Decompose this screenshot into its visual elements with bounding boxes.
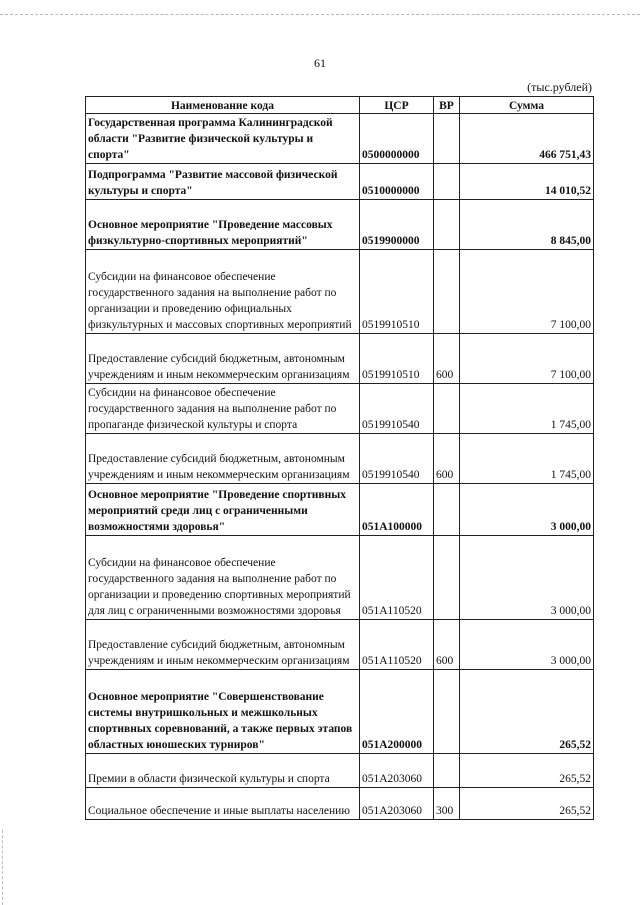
- row-sum-cell: 8 845,00: [460, 200, 594, 250]
- row-name-cell: Социальное обеспечение и иные выплаты населению: [86, 788, 360, 820]
- row-csr-cell: 051A110520: [360, 620, 434, 670]
- header-name: Наименование кода: [86, 97, 360, 114]
- table-header-row: [86, 97, 594, 114]
- row-vr-cell: [434, 536, 460, 620]
- row-vr-cell: [434, 484, 460, 536]
- table-row: [86, 536, 594, 620]
- row-sum-cell: 1 745,00: [460, 434, 594, 484]
- table-row: [86, 484, 594, 536]
- table-row: [86, 434, 594, 484]
- row-vr-cell: 600: [434, 620, 460, 670]
- row-name-cell: Предоставление субсидий бюджетным, автономным учреждениям и иным некоммерческим организациям: [86, 434, 360, 484]
- table-row: [86, 620, 594, 670]
- table-row: [86, 250, 594, 334]
- row-sum-cell: 265,52: [460, 670, 594, 754]
- row-csr-cell: 0519900000: [360, 200, 434, 250]
- row-name-cell: Предоставление субсидий бюджетным, автономным учреждениям и иным некоммерческим организациям: [86, 620, 360, 670]
- header-csr: ЦСР: [360, 97, 434, 114]
- table-row: [86, 164, 594, 200]
- table-row: [86, 200, 594, 250]
- table-row: [86, 754, 594, 788]
- table-row: [86, 384, 594, 434]
- row-csr-cell: 051A203060: [360, 788, 434, 820]
- row-vr-cell: [434, 114, 460, 164]
- row-name-cell: Подпрограмма "Развитие массовой физической культуры и спорта": [86, 164, 360, 200]
- row-csr-cell: 051A110520: [360, 536, 434, 620]
- scan-edge-left: [2, 830, 5, 905]
- units-note: (тыс.рублей): [527, 80, 592, 94]
- budget-table: [85, 96, 594, 820]
- row-csr-cell: 051A100000: [360, 484, 434, 536]
- row-vr-cell: [434, 754, 460, 788]
- table-row: [86, 670, 594, 754]
- row-sum-cell: 3 000,00: [460, 620, 594, 670]
- header-vr: ВР: [434, 97, 460, 114]
- row-sum-cell: 1 745,00: [460, 384, 594, 434]
- table-body: [86, 114, 594, 820]
- row-sum-cell: 3 000,00: [460, 536, 594, 620]
- row-vr-cell: [434, 670, 460, 754]
- row-name-cell: Субсидии на финансовое обеспечение государственного задания на выполнение работ по организации и проведению официальных физкультурных и массовых спортивных мероприятий: [86, 250, 360, 334]
- row-csr-cell: 0500000000: [360, 114, 434, 164]
- row-csr-cell: 0519910510: [360, 334, 434, 384]
- row-vr-cell: 600: [434, 334, 460, 384]
- row-csr-cell: 051A203060: [360, 754, 434, 788]
- row-sum-cell: 3 000,00: [460, 484, 594, 536]
- row-name-cell: Премии в области физической культуры и спорта: [86, 754, 360, 788]
- table-row: [86, 788, 594, 820]
- row-sum-cell: 466 751,43: [460, 114, 594, 164]
- row-csr-cell: 0510000000: [360, 164, 434, 200]
- row-csr-cell: 0519910540: [360, 384, 434, 434]
- row-vr-cell: [434, 164, 460, 200]
- row-csr-cell: 0519910540: [360, 434, 434, 484]
- row-name-cell: Государственная программа Калининградской области "Развитие физической культуры и спорта": [86, 114, 360, 164]
- row-sum-cell: 7 100,00: [460, 250, 594, 334]
- row-csr-cell: 0519910510: [360, 250, 434, 334]
- table-row: [86, 334, 594, 384]
- row-sum-cell: 265,52: [460, 788, 594, 820]
- scan-edge-top: [0, 14, 640, 18]
- row-sum-cell: 7 100,00: [460, 334, 594, 384]
- row-name-cell: Основное мероприятие "Проведение массовых физкультурно-спортивных мероприятий": [86, 200, 360, 250]
- row-name-cell: Субсидии на финансовое обеспечение государственного задания на выполнение работ по организации и проведению спортивных мероприятий для лиц с ограниченными возможностями здоровья: [86, 536, 360, 620]
- row-vr-cell: [434, 200, 460, 250]
- row-name-cell: Субсидии на финансовое обеспечение государственного задания на выполнение работ по пропаганде физической культуры и спорта: [86, 384, 360, 434]
- row-vr-cell: 300: [434, 788, 460, 820]
- row-sum-cell: 265,52: [460, 754, 594, 788]
- row-name-cell: Основное мероприятие "Совершенствование системы внутришкольных и межшкольных спортивных соревнований, а также первых этапов областных юношеских турниров": [86, 670, 360, 754]
- row-name-cell: Предоставление субсидий бюджетным, автономным учреждениям и иным некоммерческим организациям: [86, 334, 360, 384]
- row-vr-cell: [434, 384, 460, 434]
- row-csr-cell: 051A200000: [360, 670, 434, 754]
- row-vr-cell: 600: [434, 434, 460, 484]
- table-row: [86, 114, 594, 164]
- page-number: 61: [314, 56, 326, 70]
- row-name-cell: Основное мероприятие "Проведение спортивных мероприятий среди лиц с ограниченными возможностями здоровья": [86, 484, 360, 536]
- row-sum-cell: 14 010,52: [460, 164, 594, 200]
- row-vr-cell: [434, 250, 460, 334]
- header-sum: Сумма: [460, 97, 594, 114]
